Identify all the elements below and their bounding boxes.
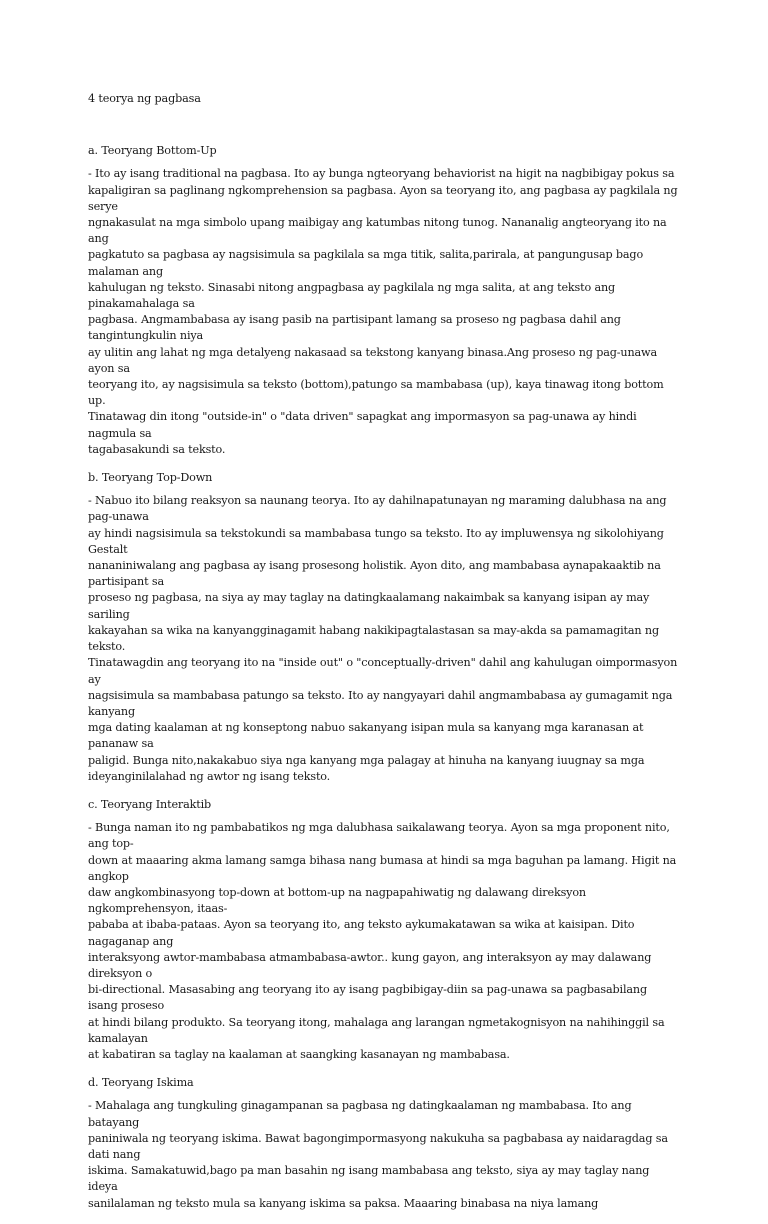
section-body: - Nabuo ito bilang reaksyon sa naunang teorya. Ito ay dahilnapatunayan ng maraming dalubhasa na ang pag-unawa ay hindi nagsisimula sa tekstokundi sa mambabasa tungo sa teksto. Ito ay impluwensya ng sikolohiyang Gestalt nananiniwalang ang pagbasa ay isang prosesong holistik. Ayon dito, ang mambabasa aynapakaaktib na partisipant sa proseso ng pagbasa, na siya ay may taglay na datingkaalamang nakaimbak sa kanyang isipan ay may sariling kakayahan sa wika na kanyangginagamit habang nakikipagtalastasan sa may-akda sa pamamagitan ng teksto. Tinatawagdin ang teoryang ito na "inside out" o "conceptually-driven" dahil ang kahulugan oimpormasyon ay nagsisimula sa mambabasa patungo sa teksto. Ito ay nangyayari dahil angmambabasa ay gumagamit nga kanyang mga dating kaalaman at ng konseptong nabuo sakanyang isipan mula sa kanyang mga karanasan at pananaw sa paligid. Bunga nito,nakakabuo siya nga kanyang mga palagay at hinuha na kanyang iuugnay sa mga ideyanginilalahad ng awtor ng isang teksto. <box>88 494 678 783</box>
section-heading: c. Teoryang Interaktib <box>88 797 212 811</box>
section-heading: b. Teoryang Top-Down <box>88 471 213 485</box>
section-top-down <box>88 470 678 785</box>
section-heading: a. Teoryang Bottom-Up <box>88 144 217 158</box>
section-body: - Ito ay isang traditional na pagbasa. Ito ay bunga ngteoryang behaviorist na higit na nagbibigay pokus sa kapaligiran sa paglinang ngkomprehension sa pagbasa. Ayon sa teoryang ito, ang pagbasa ay pagkilala ng serye ngnakasulat na mga simbolo upang maibigay ang katumbas nitong tunog. Nananalig angteoryang ito na ang pagkatuto sa pagbasa ay nagsisimula sa pagkilala sa mga titik, salita,parirala, at pangungusap bago malaman ang kahulugan ng teksto. Sinasabi nitong angpagbasa ay pagkilala ng mga salita, at ang teksto ang pinakamahalaga sa pagbasa. Angmambabasa ay isang pasib na partisipant lamang sa proseso ng pagbasa dahil ang tangintungkulin niya ay ulitin ang lahat ng mga detalyeng nakasaad sa tekstong kanyang binasa.Ang proseso ng pag-unawa ayon sa teoryang ito, ay nagsisimula sa teksto (bottom),patungo sa mambabasa (up), kaya tinawag itong bottom up. Tinatawag din itong "outside-in" o "data driven" sapagkat ang impormasyon sa pag-unawa ay hindi nagmula sa tagabasakundi sa teksto. <box>88 167 678 456</box>
section-bottom-up <box>88 143 678 458</box>
document-content <box>88 91 678 1224</box>
section-body: - Bunga naman ito ng pambabatikos ng mga dalubhasa saikalawang teorya. Ayon sa mga proponent nito, ang top- down at maaaring akma lamang samga bihasa nang bumasa at hindi sa mga baguhan pa lamang. Higit na angkop daw angkombinasyong top-down at bottom-up na nagpapahiwatig ng dalawang direksyon ngkomprehensyon, itaas- pababa at ibaba-pataas. Ayon sa teoryang ito, ang teksto aykumakatawan sa wika at kaisipan. Dito nagaganap ang interaksyong awtor-mambabasa atmambabasa-awtor.. kung gayon, ang interaksyon ay may dalawang direksyon o bi-directional. Masasabing ang teoryang ito ay isang pagbibigay-diin sa pag-unawa sa pagbasabilang isang proseso at hindi bilang produkto. Sa teoryang itong, mahalaga ang larangan ngmetakognisyon na nahihinggil sa kamalayan at kabatiran sa taglay na kaalaman at saangking kasanayan ng mambabasa. <box>88 821 677 1061</box>
section-heading: d. Teoryang Iskima <box>88 1076 194 1090</box>
section-iskima <box>88 1075 678 1212</box>
section-interaktib <box>88 797 678 1063</box>
section-body: - Mahalaga ang tungkuling ginagampanan sa pagbasa ng datingkaalaman ng mambabasa. Ito ang batayang paniniwala ng teoryang iskima. Bawat bagongimpormasyong nakukuha sa pagbabasa ay naidaragdag sa dati nang iskima. Samakatuwid,bago pa man basahin ng isang mambabasa ang teksto, siya ay may taglay nang ideya sanilalaman ng teksto mula sa kanyang iskima sa paksa. Maaaring binabasa na niya lamang <box>88 1099 668 1210</box>
document-title: 4 teorya ng pagbasa <box>88 92 201 105</box>
